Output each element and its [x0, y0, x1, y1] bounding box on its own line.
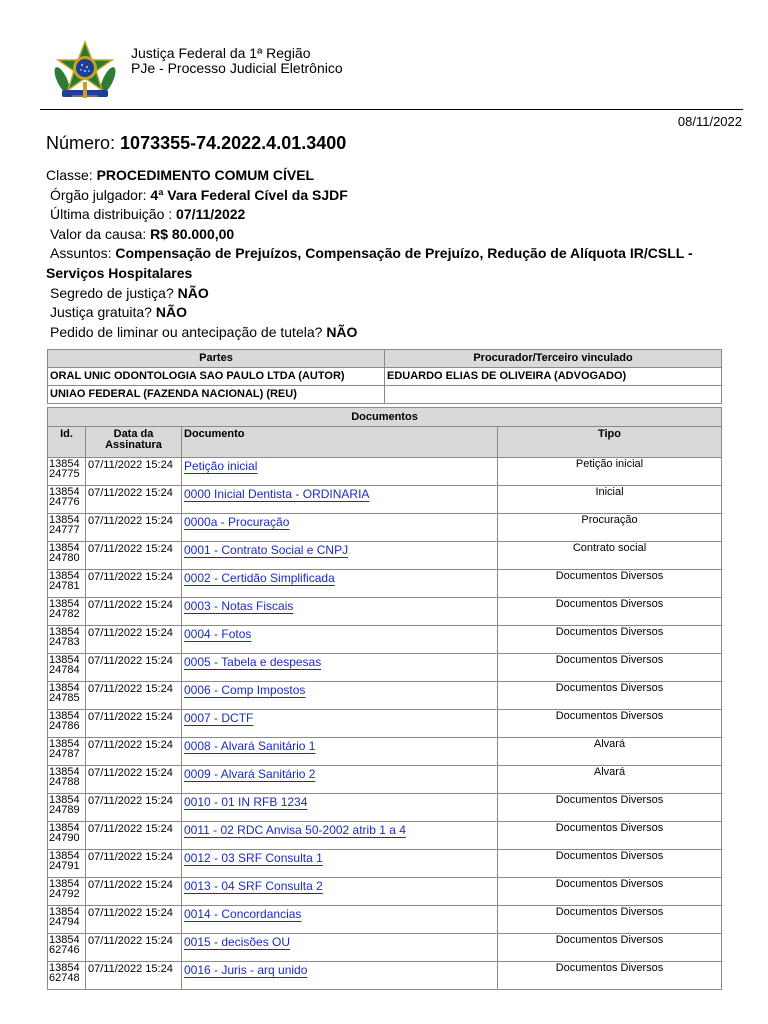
document-date: 07/11/2022 15:24	[86, 710, 182, 738]
document-type: Documentos Diversos	[498, 682, 722, 710]
document-cell	[182, 598, 498, 626]
gratuita-label: Justiça gratuita?	[50, 304, 152, 321]
document-cell	[182, 906, 498, 934]
document-id-part: 13854	[49, 654, 80, 666]
document-id	[48, 794, 86, 822]
court-name: Justiça Federal da 1ª Região	[131, 45, 311, 61]
document-id-part: 24781	[49, 580, 80, 592]
table-row	[48, 794, 722, 822]
table-row	[48, 542, 722, 570]
document-id	[48, 738, 86, 766]
document-id-part: 62746	[49, 944, 80, 956]
document-cell	[182, 962, 498, 990]
classe-line	[46, 166, 726, 186]
table-row	[48, 878, 722, 906]
documents-title: Documentos	[48, 408, 722, 427]
document-type: Documentos Diversos	[498, 822, 722, 850]
print-date: 08/11/2022	[677, 114, 742, 129]
table-row	[48, 738, 722, 766]
document-id-part: 24787	[49, 748, 80, 760]
document-id-part: 13854	[49, 794, 80, 806]
document-link[interactable]: 0008 - Alvará Sanitário 1	[184, 739, 316, 753]
document-id-part: 24786	[49, 720, 80, 732]
parties-table	[47, 349, 722, 404]
document-id-part: 24776	[49, 496, 80, 508]
document-link[interactable]: Petição inicial	[184, 459, 258, 473]
data-header: Data da Assinatura	[86, 427, 182, 458]
document-link[interactable]: 0013 - 04 SRF Consulta 2	[184, 879, 323, 893]
classe-label: Classe:	[46, 167, 93, 183]
header	[131, 46, 343, 76]
document-type: Documentos Diversos	[498, 626, 722, 654]
document-date: 07/11/2022 15:24	[86, 850, 182, 878]
parte-cell: UNIAO FEDERAL (FAZENDA NACIONAL) (REU)	[48, 386, 385, 404]
document-cell	[182, 542, 498, 570]
liminar-line	[46, 323, 726, 343]
document-id-part: 24792	[49, 888, 80, 900]
document-id-part: 13854	[49, 514, 80, 526]
process-number	[46, 133, 346, 154]
orgao-line	[46, 186, 726, 206]
document-id	[48, 654, 86, 682]
segredo-line	[46, 284, 726, 304]
document-id-part: 13854	[49, 486, 80, 498]
document-id	[48, 822, 86, 850]
documents-table	[47, 407, 722, 990]
document-id-part: 24777	[49, 524, 80, 536]
table-row	[48, 368, 722, 386]
gratuita-value: NÃO	[155, 304, 187, 321]
document-id	[48, 962, 86, 990]
document-type: Documentos Diversos	[498, 654, 722, 682]
document-date: 07/11/2022 15:24	[86, 626, 182, 654]
table-row	[48, 598, 722, 626]
document-id	[48, 934, 86, 962]
document-id-part: 13854	[49, 542, 80, 554]
document-date: 07/11/2022 15:24	[86, 570, 182, 598]
document-id-part: 13854	[49, 738, 80, 750]
document-id	[48, 710, 86, 738]
document-link[interactable]: 0000a - Procuração	[184, 515, 290, 529]
table-row	[48, 626, 722, 654]
document-cell	[182, 822, 498, 850]
document-cell	[182, 766, 498, 794]
document-id-part: 13854	[49, 850, 80, 862]
document-link[interactable]: 0006 - Comp Impostos	[184, 683, 306, 697]
document-date: 07/11/2022 15:24	[86, 654, 182, 682]
document-type: Documentos Diversos	[498, 962, 722, 990]
document-type: Alvará	[498, 766, 722, 794]
classe-value: PROCEDIMENTO COMUM CÍVEL	[96, 167, 315, 183]
valor-value: R$ 80.000,00	[150, 225, 235, 242]
table-row	[48, 486, 722, 514]
document-type: Documentos Diversos	[498, 934, 722, 962]
parte-cell: ORAL UNIC ODONTOLOGIA SAO PAULO LTDA (AUTOR)	[48, 368, 385, 386]
liminar-value: NÃO	[326, 323, 358, 340]
document-id-part: 13854	[49, 598, 80, 610]
document-id	[48, 626, 86, 654]
document-date: 07/11/2022 15:24	[86, 906, 182, 934]
procurador-header: Procurador/Terceiro vinculado	[385, 350, 722, 368]
process-info	[46, 166, 726, 342]
document-date: 07/11/2022 15:24	[86, 486, 182, 514]
document-cell	[182, 934, 498, 962]
document-id-part: 24790	[49, 832, 80, 844]
document-link[interactable]: 0015 - decisões OU	[184, 935, 291, 949]
system-name: PJe - Processo Judicial Eletrônico	[131, 60, 343, 76]
process-number-label: Número:	[46, 133, 116, 153]
document-link[interactable]: 0000 Inicial Dentista - ORDINARIA	[184, 487, 370, 501]
document-id-part: 13854	[49, 934, 80, 946]
table-row	[48, 766, 722, 794]
table-row	[48, 458, 722, 486]
assuntos-value: Compensação de Prejuízos, Compensação de Prejuízo, Redução de Alíquota IR/CSLL - Serviços Hospitalares	[46, 245, 693, 281]
table-row	[48, 654, 722, 682]
segredo-label: Segredo de justiça?	[50, 284, 174, 301]
document-cell	[182, 682, 498, 710]
document-type: Documentos Diversos	[498, 570, 722, 598]
document-date: 07/11/2022 15:24	[86, 542, 182, 570]
document-id	[48, 542, 86, 570]
document-type: Contrato social	[498, 542, 722, 570]
table-row	[48, 850, 722, 878]
document-id-part: 13854	[49, 570, 80, 582]
document-link[interactable]: 0003 - Notas Fiscais	[184, 599, 294, 613]
document-id-part: 24784	[49, 664, 80, 676]
document-cell	[182, 626, 498, 654]
document-link[interactable]: 0014 - Concordancias	[184, 907, 302, 921]
orgao-value: 4ª Vara Federal Cível da SJDF	[150, 186, 348, 203]
table-row	[48, 822, 722, 850]
document-type: Documentos Diversos	[498, 598, 722, 626]
document-id-part: 24785	[49, 692, 80, 704]
segredo-value: NÃO	[177, 284, 209, 301]
document-id-part: 13854	[49, 962, 80, 974]
documents-body	[48, 458, 722, 990]
procurador-cell	[385, 386, 722, 404]
document-cell	[182, 738, 498, 766]
document-id	[48, 486, 86, 514]
table-row	[48, 570, 722, 598]
procurador-cell: EDUARDO ELIAS DE OLIVEIRA (ADVOGADO)	[385, 368, 722, 386]
document-type: Alvará	[498, 738, 722, 766]
document-type: Documentos Diversos	[498, 878, 722, 906]
document-link[interactable]: 0016 - Juris - arq unido	[184, 963, 308, 977]
document-date: 07/11/2022 15:24	[86, 878, 182, 906]
document-id	[48, 766, 86, 794]
table-row	[48, 682, 722, 710]
header-divider	[40, 109, 743, 110]
document-link[interactable]: 0004 - Fotos	[184, 627, 252, 641]
document-id-part: 62748	[49, 972, 80, 984]
distribuicao-line	[46, 205, 726, 225]
document-cell	[182, 794, 498, 822]
document-type: Documentos Diversos	[498, 710, 722, 738]
document-type: Petição inicial	[498, 458, 722, 486]
document-date: 07/11/2022 15:24	[86, 962, 182, 990]
document-date: 07/11/2022 15:24	[86, 598, 182, 626]
document-id-part: 13854	[49, 822, 80, 834]
document-cell	[182, 878, 498, 906]
document-link[interactable]: 0012 - 03 SRF Consulta 1	[184, 851, 323, 865]
table-row	[48, 710, 722, 738]
document-id-part: 13854	[49, 878, 80, 890]
document-link[interactable]: 0001 - Contrato Social e CNPJ	[184, 543, 349, 557]
document-type: Documentos Diversos	[498, 794, 722, 822]
table-row	[48, 386, 722, 404]
document-cell	[182, 570, 498, 598]
document-id-part: 13854	[49, 710, 80, 722]
document-id-part: 13854	[49, 682, 80, 694]
document-id	[48, 570, 86, 598]
document-link[interactable]: 0010 - 01 IN RFB 1234	[184, 795, 308, 809]
document-date: 07/11/2022 15:24	[86, 794, 182, 822]
document-link[interactable]: 0005 - Tabela e despesas	[184, 655, 322, 669]
table-row	[48, 514, 722, 542]
assuntos-line	[46, 244, 726, 283]
gratuita-line	[46, 303, 726, 323]
document-date: 07/11/2022 15:24	[86, 822, 182, 850]
orgao-label: Órgão julgador:	[50, 186, 147, 203]
document-cell	[182, 514, 498, 542]
liminar-label: Pedido de liminar ou antecipação de tutela?	[50, 323, 323, 340]
document-id	[48, 514, 86, 542]
document-link[interactable]: 0009 - Alvará Sanitário 2	[184, 767, 316, 781]
partes-header: Partes	[48, 350, 385, 368]
document-cell	[182, 654, 498, 682]
distribuicao-label: Última distribuição :	[50, 206, 173, 223]
document-id-part: 24794	[49, 916, 80, 928]
document-type: Documentos Diversos	[498, 850, 722, 878]
process-number-value: 1073355-74.2022.4.01.3400	[120, 133, 347, 153]
document-id	[48, 598, 86, 626]
document-link[interactable]: 0011 - 02 RDC Anvisa 50-2002 atrib 1 a 4	[184, 823, 406, 837]
document-id	[48, 850, 86, 878]
document-id-part: 13854	[49, 906, 80, 918]
document-cell	[182, 486, 498, 514]
document-id-part: 24789	[49, 804, 80, 816]
document-date: 07/11/2022 15:24	[86, 458, 182, 486]
document-type: Documentos Diversos	[498, 906, 722, 934]
document-link[interactable]: 0007 - DCTF	[184, 711, 254, 725]
valor-line	[46, 225, 726, 245]
document-id-part: 24780	[49, 552, 80, 564]
document-type: Procuração	[498, 514, 722, 542]
document-date: 07/11/2022 15:24	[86, 514, 182, 542]
document-cell	[182, 850, 498, 878]
table-row	[48, 962, 722, 990]
document-id-part: 24775	[49, 468, 80, 480]
document-id-part: 13854	[49, 458, 80, 470]
documento-header: Documento	[182, 427, 498, 458]
document-id	[48, 682, 86, 710]
document-cell	[182, 458, 498, 486]
tipo-header: Tipo	[498, 427, 722, 458]
document-id-part: 24788	[49, 776, 80, 788]
brazil-coat-of-arms-icon	[52, 40, 118, 106]
document-date: 07/11/2022 15:24	[86, 934, 182, 962]
document-date: 07/11/2022 15:24	[86, 766, 182, 794]
document-date: 07/11/2022 15:24	[86, 738, 182, 766]
document-id	[48, 458, 86, 486]
document-link[interactable]: 0002 - Certidão Simplificada	[184, 571, 335, 585]
id-header: Id.	[48, 427, 86, 458]
table-row	[48, 934, 722, 962]
distribuicao-value: 07/11/2022	[176, 206, 246, 223]
document-type: Inicial	[498, 486, 722, 514]
document-id	[48, 906, 86, 934]
table-row	[48, 906, 722, 934]
document-id-part: 24783	[49, 636, 80, 648]
document-date: 07/11/2022 15:24	[86, 682, 182, 710]
assuntos-label: Assuntos:	[50, 245, 112, 262]
document-id-part: 24782	[49, 608, 80, 620]
document-id	[48, 878, 86, 906]
valor-label: Valor da causa:	[50, 225, 147, 242]
document-id-part: 13854	[49, 626, 80, 638]
document-id-part: 13854	[49, 766, 80, 778]
document-id-part: 24791	[49, 860, 80, 872]
document-cell	[182, 710, 498, 738]
